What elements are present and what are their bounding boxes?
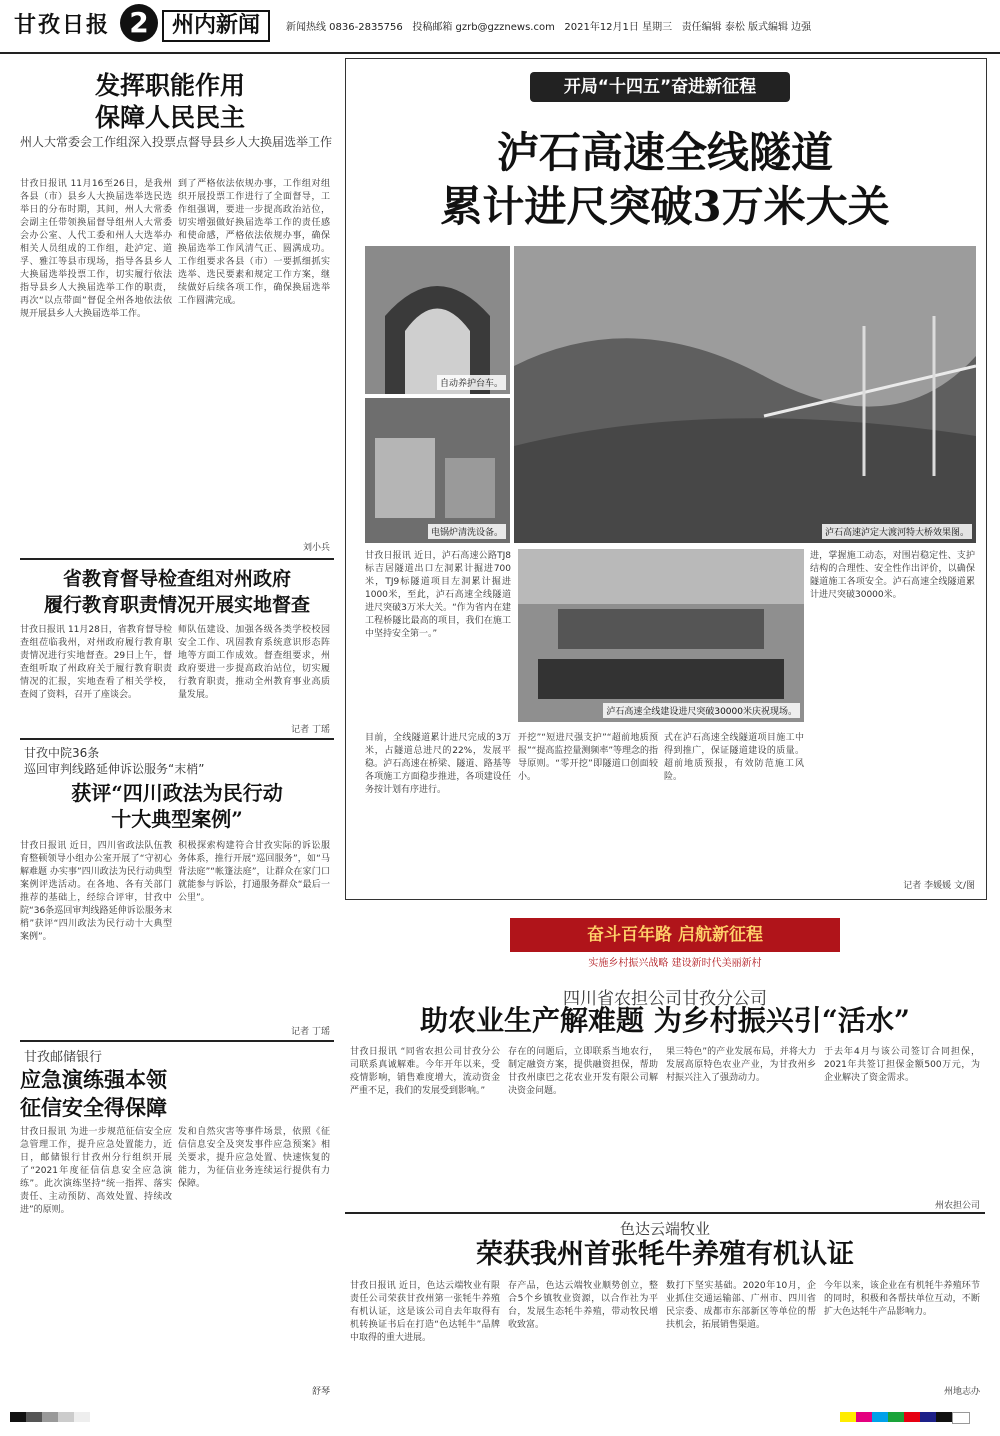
promo-title: 助农业生产解难题 为乡村振兴引“活水”	[420, 1004, 910, 1037]
feature-col2: 目前，全线隧道累计进尺完成的3万米，占隧道总进尺的22%，发展平稳。泸石高速在桥梁、隧道、路基等各项施工方面稳步推进，各项建设任务按计划有序进行。	[365, 733, 511, 795]
masthead-info	[286, 18, 811, 33]
article4-author: 舒琴	[311, 1387, 330, 1397]
article3-col2: 积极探索构建符合甘孜实际的诉讼服务体系，推行开展“巡回服务”，如“马背法庭”“帐篷法庭”，让群众在家门口就能参与诉讼，打通服务群众“最后一公里”。	[178, 841, 330, 903]
article1-title-line1: 发挥职能作用	[94, 71, 245, 100]
article4-title-line2: 征信安全得保障	[20, 1095, 167, 1120]
article1-col1: 甘孜日报讯 11月16至26日，是我州各县（市）县乡人大换届选举选民选举日的分布时期，其间，州人大常委会副主任带领换届督导组州人大常委会办公室、人代工委和州人大选举办相关人员组成的工作组，赴泸定、道孚、雅江等县市现场，指导各县乡人大换届选举投票工作，切实履行依法指导县乡人大换届选举工作的职责，再次“以点带面”督促全州各地依法依规开展县乡人大换届选举工作。	[20, 179, 172, 319]
article3-col1: 甘孜日报讯 近日，四川省政法队伍教育整顿领导小组办公室开展了“守初心 解难题 办实事”四川政法为民行动典型案例评选活动。在各地、各有关部门推荐的基础上，经综合评审，甘孜中院“36条巡回审判线路延伸诉讼服务末梢”获评“四川政法为民行动十大典型案例”。	[20, 841, 172, 942]
article1-subtitle: 州人大常委会工作组深入投票点督导县乡人大换届选举工作	[20, 135, 333, 149]
photo-boiler	[365, 398, 510, 543]
promo-col4: 于去年4月与该公司签订合同担保，2021年共签订担保金额500万元，为企业解决了资金需求。	[824, 1047, 980, 1083]
article1-title	[20, 70, 320, 134]
article4-title	[20, 1066, 220, 1122]
bridge-illustration	[514, 246, 976, 543]
section-title: 州内新闻	[162, 10, 270, 42]
article1-col2: 到了严格依法依规办事，工作组对组织开展投票工作进行了全面督导，工作组强调，要进一步提高政治站位，切实增强做好换届选举工作的责任感和使命感，严格依法依规办事，确保换届选举工作风清气正、圆满成功。工作组要求各县（市）一要抓细抓实选举、选民要素和规定工作方案，继续做好后续各项工作，确保换届选举工作圆满完成。	[178, 179, 330, 306]
article1-title-line2: 保障人民民主	[94, 103, 245, 132]
photo-bridge-rendering	[514, 246, 976, 543]
tunnel-illustration	[365, 246, 510, 394]
article3-title-line1: 获评“四川政法为民行动	[71, 781, 283, 805]
article3-kicker2: 巡回审判线路延伸诉讼服务“末梢”	[24, 762, 205, 776]
article2-author: 记者 丁瑶	[291, 725, 330, 735]
page-number: 2	[120, 4, 158, 42]
article5-kicker: 色达云端牧业	[619, 1220, 710, 1238]
feature-col3: 开挖”“短进尺强支护”“超前地质预报”“提高监控量测频率”等理念的指导原则。“零开挖”即隧道口创面较小。	[518, 733, 658, 782]
article4-kicker: 甘孜邮储银行	[24, 1050, 103, 1065]
article2-title-line1: 省教育督导检查组对州政府	[62, 568, 291, 590]
print-colorbar-right	[840, 1412, 970, 1424]
promo-kicker: 四川省农担公司甘孜分公司	[563, 989, 767, 1009]
article5-col1: 甘孜日报讯 近日，色达云端牧业有限责任公司荣获甘孜州第一张牦牛养殖有机认证，这是该公司自去年取得有机转换证书后在打造“色达牦牛”品牌中取得的重大进展。	[350, 1281, 500, 1343]
date: 2021年12月1日 星期三	[564, 22, 673, 33]
article5-title: 荣获我州首张牦牛养殖有机认证	[476, 1239, 854, 1270]
article2-col2: 师队伍建设、加强各级各类学校校园安全工作、巩固教育系统意识形态阵地等方面工作成效。督查组要求，州政府要进一步提高政治站位，切实履行教育职责，推动全州教育事业高质量发展。	[178, 625, 330, 700]
feature-title-line2: 累计进尺突破3万米大关	[440, 182, 890, 231]
article4-col2: 发和自然灾害等事件场景，依照《征信信息安全及突发事件应急预案》相关要求，提升应急处置、快速恢复的能力，为征信业务连续运行提供有力保障。	[178, 1127, 330, 1189]
feature-banner: 开局“十四五”奋进新征程	[530, 72, 790, 102]
celebration-illustration	[518, 549, 804, 722]
editors: 责任编辑 泰松 版式编辑 边强	[681, 22, 812, 33]
article2-col1: 甘孜日报讯 11月28日，省教育督导检查组莅临我州，对州政府履行教育职责情况进行实地督查。29日上午，督查组听取了州政府关于履行教育职责情况的汇报，实地查看了相关学校，查阅了资料，召开了座谈会。	[20, 625, 172, 700]
article4-title-line1: 应急演练强本领	[20, 1067, 167, 1092]
email: 投稿邮箱 gzrb@gzznews.com	[412, 22, 555, 33]
promo-banner-sub: 实施乡村振兴战略 建设新时代美丽新村	[588, 958, 762, 969]
masthead	[0, 0, 1000, 54]
article5-col3: 数打下坚实基础。2020年10月，企业抓住交通运输部、广州市、四川省民宗委、成都市东部新区等单位的帮扶机会，拓展销售渠道。	[666, 1281, 816, 1330]
article2-title-line2: 履行教育职责情况开展实地督查	[43, 594, 310, 616]
feature-author: 记者 李媛媛 文/图	[903, 881, 975, 891]
promo-col1: 甘孜日报讯 “同省农担公司甘孜分公司联系真诚解难。今年开年以来，受疫情影响，销售难度增大，流动资金严重不足，我们的发展受到影响。”	[350, 1047, 500, 1096]
article5-author: 州地志办	[943, 1387, 980, 1397]
promo-col3: 果三特色”的产业发展布局，并将大力发展高原特色农业产业，为甘孜州乡村振兴注入了强劲动力。	[666, 1047, 816, 1083]
promo-col2: 存在的问题后，立即联系当地农行，制定融资方案，提供融资担保，帮助甘孜州康巴之花农业开发有限公司解决资金问题。	[508, 1047, 658, 1096]
feature-col1: 甘孜日报讯 近日，泸石高速公路TJ8标吉居隧道出口左洞累计掘进700米，TJ9标隧道项目左洞累计掘进1000米，至此，泸石高速全线隧道进尺突破3万米大关。“作为省内在建工程桥隧比最高的项目，我们在施工中坚持安全第一。”	[365, 551, 511, 639]
divider	[345, 1212, 985, 1214]
divider	[20, 558, 334, 560]
article5-col4: 今年以来，该企业在有机牦牛养殖环节的同时，积极和各帮扶单位互动，不断扩大色达牦牛产品影响力。	[824, 1281, 980, 1317]
article4-col1: 甘孜日报讯 为进一步规范征信安全应急管理工作，提升应急处置能力，近日，邮储银行甘孜州分行组织开展了“2021年度征信信息安全应急演练”。此次演练坚持“统一指挥、落实责任、主动预防、高效处置、持续改进”的原则。	[20, 1127, 172, 1215]
article1-author: 刘小兵	[302, 543, 330, 553]
article3-title	[20, 780, 334, 832]
divider	[20, 1040, 334, 1042]
feature-col5: 进，掌握施工动态，对围岩稳定性、支护结构的合理性、安全性作出评价，以确保隧道施工各项安全。泸石高速全线隧道累计进尺突破30000米。	[810, 551, 975, 600]
feature-title-line1: 泸石高速全线隧道	[496, 128, 833, 177]
caption-boiler: 电锅炉清洗设备。	[428, 524, 506, 539]
paper-logo: 甘孜日报	[14, 12, 111, 38]
article3-kicker: 甘孜中院36条	[24, 746, 100, 760]
caption-trolley: 自动养护台车。	[437, 375, 506, 390]
divider	[20, 738, 334, 740]
caption-bridge: 泸石高速泸定大渡河特大桥效果图。	[822, 524, 972, 539]
print-colorbar-left	[10, 1412, 90, 1422]
promo-banner: 奋斗百年路 启航新征程	[510, 918, 840, 952]
feature-title	[350, 126, 980, 234]
feature-col4: 式在泸石高速全线隧道项目施工中得到推广，保证隧道建设的质量。超前地质预报，有效防范施工风险。	[664, 733, 804, 782]
promo-author: 州农担公司	[934, 1201, 980, 1211]
hotline: 新闻热线 0836-2835756	[286, 22, 403, 33]
article5-col2: 存产品，色达云端牧业顺势创立，整合5个乡镇牧业资源，以合作社为平台，发展生态牦牛养殖，带动牧民增收致富。	[508, 1281, 658, 1330]
article2-title	[20, 566, 334, 618]
article3-author: 记者 丁瑶	[291, 1027, 330, 1037]
boiler-illustration	[365, 398, 510, 543]
photo-celebration	[518, 549, 804, 722]
article3-title-line2: 十大典型案例”	[111, 807, 243, 831]
photo-tunnel-trolley	[365, 246, 510, 394]
caption-celebration: 泸石高速全线建设进尺突破30000米庆祝现场。	[603, 703, 800, 718]
